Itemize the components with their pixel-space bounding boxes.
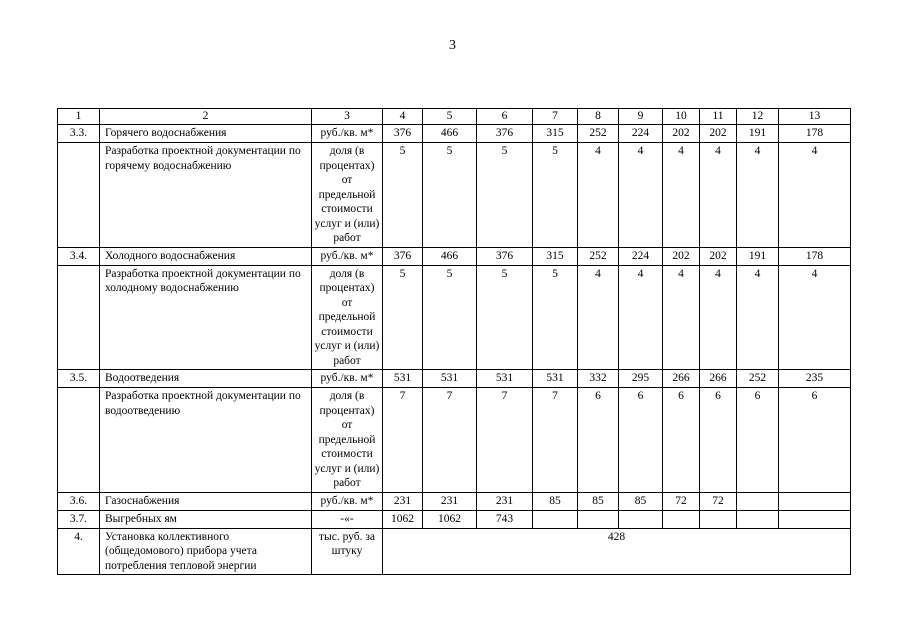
value-cell: 202	[700, 125, 737, 143]
value-cell: 178	[779, 125, 851, 143]
value-cell: 376	[383, 247, 423, 265]
value-cell	[578, 510, 619, 528]
row-number: 3.7.	[58, 510, 100, 528]
header-cell: 7	[533, 109, 578, 125]
value-cell: 4	[578, 143, 619, 248]
row-name: Горячего водоснабжения	[100, 125, 312, 143]
table-row	[58, 528, 851, 575]
value-cell: 5	[383, 143, 423, 248]
value-cell: 4	[737, 143, 779, 248]
row-unit: тыс. руб. за штуку	[312, 528, 383, 575]
value-cell: 5	[383, 265, 423, 370]
value-cell: 4	[663, 265, 700, 370]
row-number	[58, 143, 100, 248]
value-cell: 6	[700, 388, 737, 493]
row-unit: доля (в процентах) от предельной стоимости услуг и (или) работ	[312, 388, 383, 493]
header-cell: 10	[663, 109, 700, 125]
value-cell: 6	[578, 388, 619, 493]
value-cell: 4	[700, 265, 737, 370]
row-number: 4.	[58, 528, 100, 575]
value-cell	[619, 510, 663, 528]
page-number: 3	[449, 38, 456, 53]
table-row	[58, 510, 851, 528]
table-row	[58, 125, 851, 143]
value-cell: 5	[423, 143, 477, 248]
value-cell: 5	[477, 143, 533, 248]
value-cell: 376	[477, 125, 533, 143]
value-cell: 224	[619, 247, 663, 265]
value-cell: 72	[700, 492, 737, 510]
value-cell: 6	[737, 388, 779, 493]
value-cell: 4	[779, 265, 851, 370]
header-cell: 5	[423, 109, 477, 125]
header-cell: 13	[779, 109, 851, 125]
value-cell: 376	[477, 247, 533, 265]
value-cell: 4	[737, 265, 779, 370]
header-cell: 8	[578, 109, 619, 125]
value-cell: 178	[779, 247, 851, 265]
row-unit: -«-	[312, 510, 383, 528]
row-name: Установка коллективного (общедомового) прибора учета потребления тепловой энергии	[100, 528, 312, 575]
value-cell-merged: 428	[383, 528, 851, 575]
value-cell: 4	[663, 143, 700, 248]
table-row	[58, 247, 851, 265]
row-number: 3.6.	[58, 492, 100, 510]
value-cell: 231	[423, 492, 477, 510]
value-cell: 4	[700, 143, 737, 248]
value-cell: 224	[619, 125, 663, 143]
value-cell: 6	[619, 388, 663, 493]
value-cell: 531	[533, 370, 578, 388]
value-cell: 376	[383, 125, 423, 143]
value-cell: 7	[423, 388, 477, 493]
value-cell: 743	[477, 510, 533, 528]
value-cell: 332	[578, 370, 619, 388]
value-cell	[663, 510, 700, 528]
header-cell: 1	[58, 109, 100, 125]
value-cell: 266	[700, 370, 737, 388]
tariff-table	[57, 108, 851, 575]
value-cell: 72	[663, 492, 700, 510]
value-cell: 5	[533, 143, 578, 248]
value-cell: 231	[383, 492, 423, 510]
row-name: Газоснабжения	[100, 492, 312, 510]
header-cell: 3	[312, 109, 383, 125]
value-cell: 85	[533, 492, 578, 510]
value-cell: 1062	[383, 510, 423, 528]
header-cell: 9	[619, 109, 663, 125]
row-unit: доля (в процентах) от предельной стоимости услуг и (или) работ	[312, 143, 383, 248]
value-cell	[737, 510, 779, 528]
value-cell: 4	[619, 265, 663, 370]
value-cell: 531	[383, 370, 423, 388]
row-name: Разработка проектной документации по холодному водоснабжению	[100, 265, 312, 370]
value-cell: 5	[477, 265, 533, 370]
value-cell: 7	[477, 388, 533, 493]
row-name: Выгребных ям	[100, 510, 312, 528]
value-cell: 6	[779, 388, 851, 493]
row-unit: доля (в процентах) от предельной стоимости услуг и (или) работ	[312, 265, 383, 370]
row-unit: руб./кв. м*	[312, 247, 383, 265]
table-row	[58, 265, 851, 370]
row-name: Холодного водоснабжения	[100, 247, 312, 265]
value-cell: 202	[700, 247, 737, 265]
value-cell: 466	[423, 247, 477, 265]
value-cell	[533, 510, 578, 528]
value-cell	[700, 510, 737, 528]
value-cell: 1062	[423, 510, 477, 528]
value-cell: 191	[737, 247, 779, 265]
value-cell: 231	[477, 492, 533, 510]
row-name: Разработка проектной документации по горячему водоснабжению	[100, 143, 312, 248]
value-cell: 4	[619, 143, 663, 248]
header-cell: 11	[700, 109, 737, 125]
value-cell: 202	[663, 247, 700, 265]
value-cell	[779, 510, 851, 528]
row-number	[58, 388, 100, 493]
value-cell: 6	[663, 388, 700, 493]
value-cell: 252	[578, 125, 619, 143]
value-cell: 4	[578, 265, 619, 370]
value-cell: 266	[663, 370, 700, 388]
value-cell: 202	[663, 125, 700, 143]
row-unit: руб./кв. м*	[312, 125, 383, 143]
value-cell: 85	[578, 492, 619, 510]
value-cell: 191	[737, 125, 779, 143]
value-cell: 315	[533, 247, 578, 265]
value-cell	[737, 492, 779, 510]
value-cell: 252	[578, 247, 619, 265]
value-cell: 315	[533, 125, 578, 143]
table-row	[58, 388, 851, 493]
row-unit: руб./кв. м*	[312, 492, 383, 510]
value-cell: 4	[779, 143, 851, 248]
row-number	[58, 265, 100, 370]
value-cell: 7	[383, 388, 423, 493]
value-cell: 5	[533, 265, 578, 370]
row-number: 3.3.	[58, 125, 100, 143]
value-cell: 252	[737, 370, 779, 388]
value-cell: 531	[423, 370, 477, 388]
value-cell: 85	[619, 492, 663, 510]
value-cell: 7	[533, 388, 578, 493]
value-cell: 295	[619, 370, 663, 388]
header-cell: 12	[737, 109, 779, 125]
row-unit: руб./кв. м*	[312, 370, 383, 388]
header-cell: 6	[477, 109, 533, 125]
value-cell: 235	[779, 370, 851, 388]
value-cell: 531	[477, 370, 533, 388]
row-name: Водоотведения	[100, 370, 312, 388]
table-row	[58, 370, 851, 388]
header-cell: 2	[100, 109, 312, 125]
header-row	[58, 109, 851, 125]
table-row	[58, 143, 851, 248]
row-number: 3.5.	[58, 370, 100, 388]
value-cell: 466	[423, 125, 477, 143]
value-cell: 5	[423, 265, 477, 370]
table-row	[58, 492, 851, 510]
row-number: 3.4.	[58, 247, 100, 265]
header-cell: 4	[383, 109, 423, 125]
value-cell	[779, 492, 851, 510]
row-name: Разработка проектной документации по водоотведению	[100, 388, 312, 493]
